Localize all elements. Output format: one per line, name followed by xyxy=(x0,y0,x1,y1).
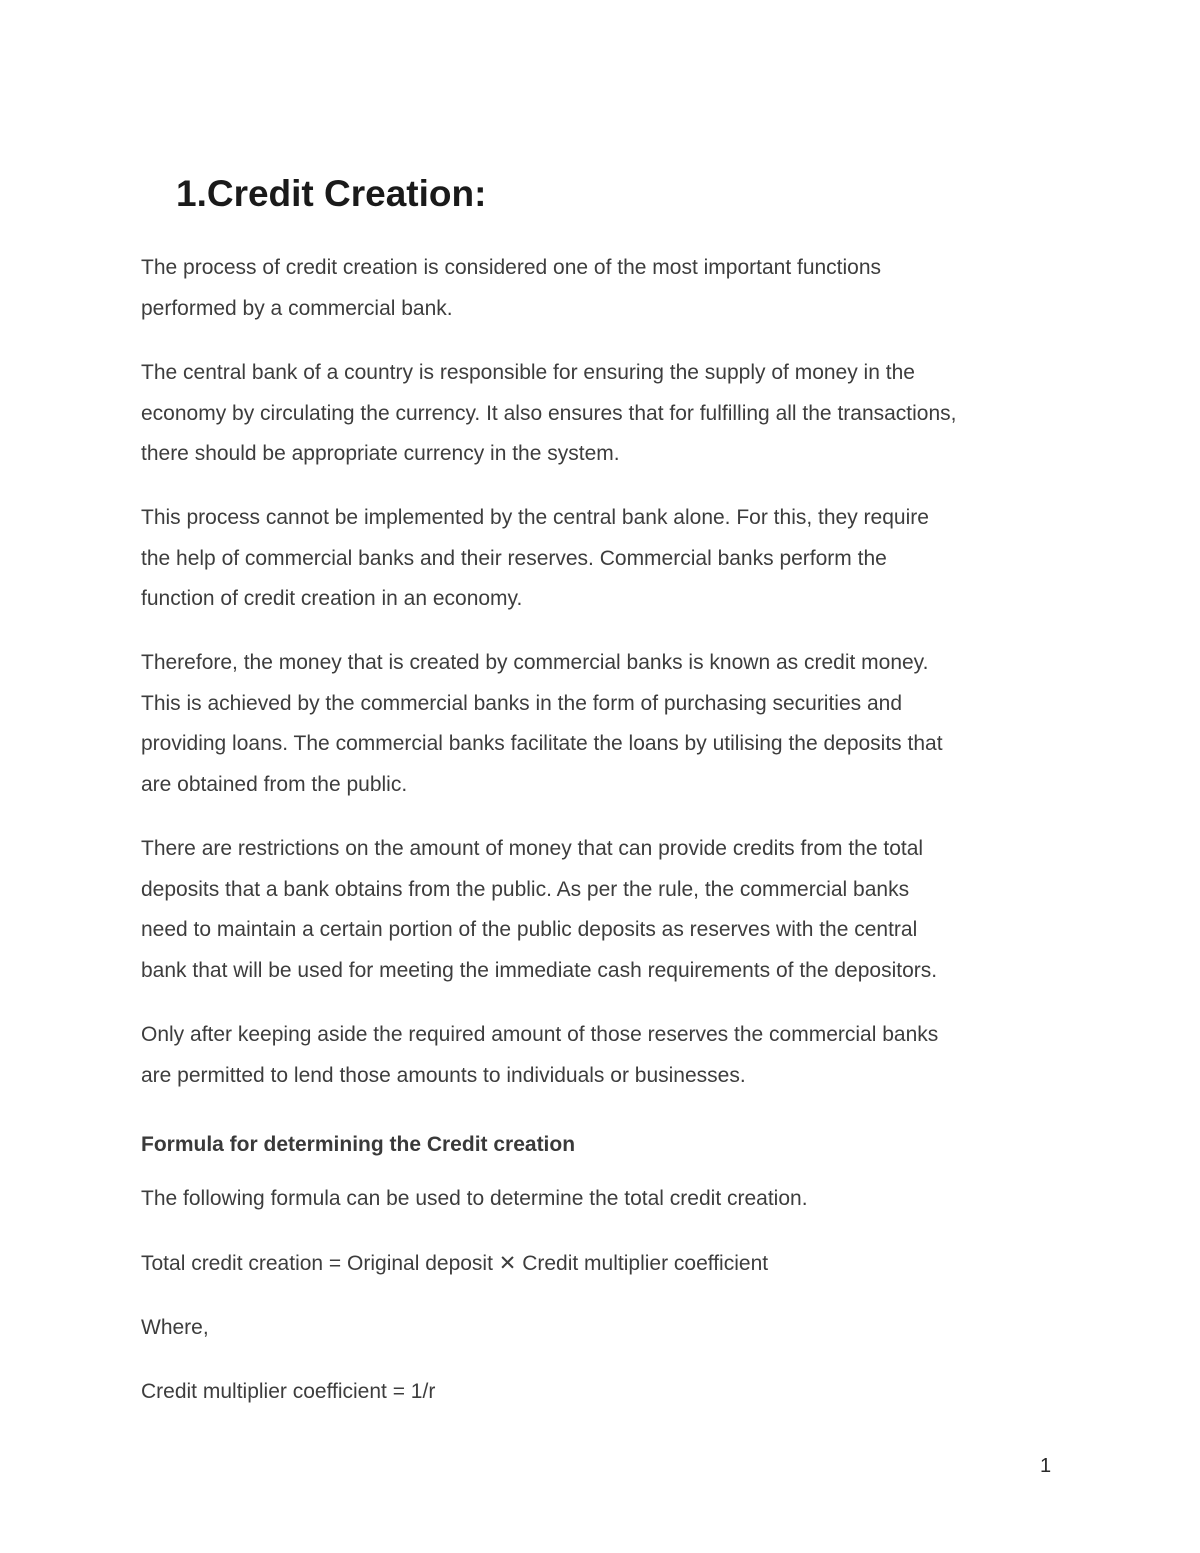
paragraph-line: deposits that a bank obtains from the public. As per the rule, the commercial banks xyxy=(141,877,910,901)
paragraph-credit-money xyxy=(141,643,1071,806)
paragraph-line: are permitted to lend those amounts to individuals or businesses. xyxy=(141,1063,746,1087)
paragraph-line: economy by circulating the currency. It also ensures that for fulfilling all the transactions, xyxy=(141,401,957,425)
paragraph-line: The central bank of a country is responsible for ensuring the supply of money in the xyxy=(141,361,915,384)
paragraph-line: Therefore, the money that is created by commercial banks is known as credit money. xyxy=(141,651,929,674)
paragraph-line: Only after keeping aside the required amount of those reserves the commercial banks xyxy=(141,1023,939,1046)
where-label: Where, xyxy=(141,1316,209,1339)
formula-intro: The following formula can be used to determine the total credit creation. xyxy=(141,1187,808,1210)
paragraph-intro xyxy=(141,248,1071,329)
paragraph-line: bank that will be used for meeting the immediate cash requirements of the depositors. xyxy=(141,959,938,983)
paragraph-line: there should be appropriate currency in the system. xyxy=(141,442,620,466)
paragraph-reserves xyxy=(141,1015,1071,1096)
paragraph-line: performed by a commercial bank. xyxy=(141,296,453,320)
paragraph-central-bank xyxy=(141,353,1071,475)
paragraph-line: The process of credit creation is considered one of the most important functions xyxy=(141,256,882,279)
formula-total-credit-creation: Total credit creation = Original deposit ✕ Credit multiplier coefficient xyxy=(141,1252,769,1275)
paragraph-line: There are restrictions on the amount of money that can provide credits from the total xyxy=(141,837,924,860)
paragraph-restrictions xyxy=(141,829,1071,992)
paragraph-line: need to maintain a certain portion of the public deposits as reserves with the central xyxy=(141,918,918,942)
paragraph-line: are obtained from the public. xyxy=(141,773,408,797)
document-title: 1.Credit Creation: xyxy=(176,173,487,214)
paragraph-line: function of credit creation in an economy. xyxy=(141,587,523,611)
paragraph-line: This process cannot be implemented by the central bank alone. For this, they require xyxy=(141,506,929,529)
page-number: 1 xyxy=(1040,1455,1052,1477)
paragraph-line: This is achieved by the commercial banks in the form of purchasing securities and xyxy=(141,691,903,715)
paragraph-line: the help of commercial banks and their reserves. Commercial banks perform the xyxy=(141,546,887,570)
formula-heading: Formula for determining the Credit creation xyxy=(141,1133,576,1156)
paragraph-commercial-banks xyxy=(141,498,1071,620)
formula-credit-multiplier: Credit multiplier coefficient = 1/r xyxy=(141,1380,436,1403)
paragraph-line: providing loans. The commercial banks facilitate the loans by utilising the deposits that xyxy=(141,732,943,756)
